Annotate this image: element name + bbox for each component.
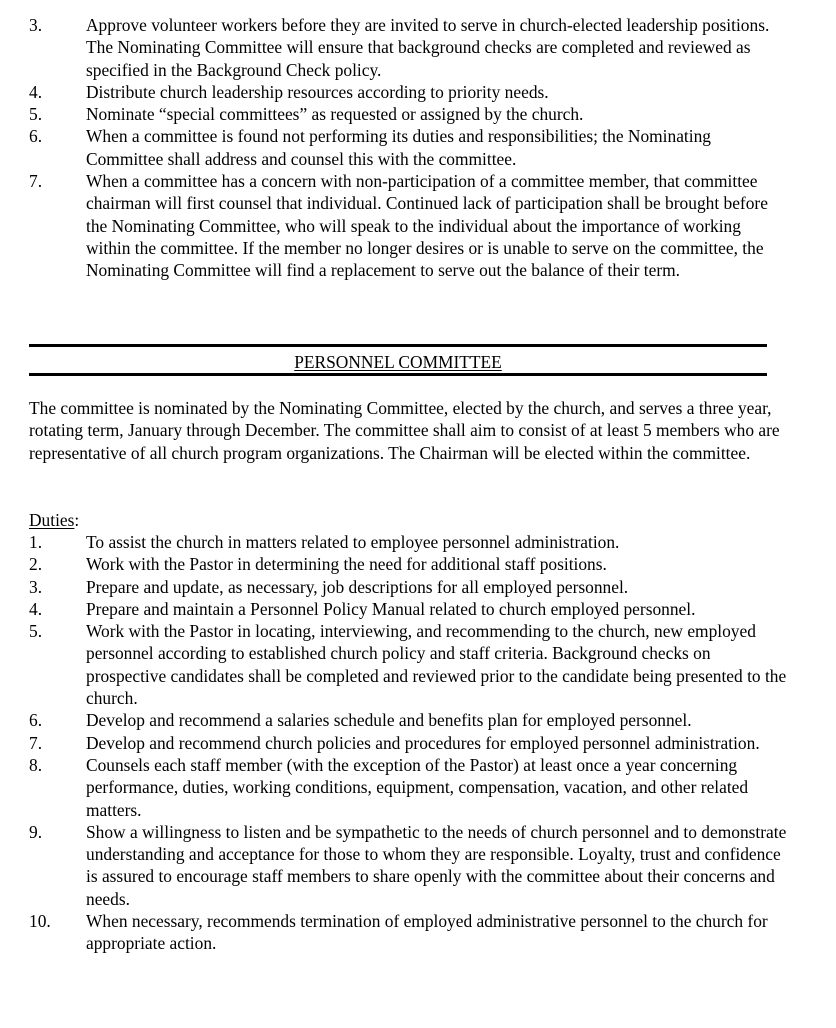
item-text: Develop and recommend a salaries schedule and benefits plan for employed personnel. xyxy=(86,710,692,731)
list-item xyxy=(29,531,789,553)
list-item xyxy=(29,910,789,955)
item-text: Nominate “special committees” as requested or assigned by the church. xyxy=(86,104,584,125)
item-text: When a committee is found not performing its duties and responsibilities; the Nominating Committee shall address and counsel this with the committee. xyxy=(86,126,711,169)
item-number: 1. xyxy=(29,532,43,552)
list-item xyxy=(29,125,789,170)
list-item xyxy=(29,170,789,281)
item-number: 2. xyxy=(29,554,43,575)
list-item xyxy=(29,754,789,821)
item-number: 6. xyxy=(29,710,43,731)
item-number: 4. xyxy=(29,81,43,102)
personnel-duties-list xyxy=(29,531,789,955)
item-number: 3. xyxy=(29,576,43,597)
list-item xyxy=(29,14,789,81)
item-text: To assist the church in matters related to employee personnel administration. xyxy=(86,532,620,552)
item-text: When a committee has a concern with non-participation of a committee member, that committee chairman will first counsel that individual. Continued lack of participation shall be brought before the Nominating Committee, who will speak to the individual about the importance of working within the committee. If the member no longer desires or is unable to serve on the committee, the Nominating Committee will find a replacement to serve out the balance of their term. xyxy=(86,171,768,281)
list-item xyxy=(29,598,789,620)
personnel-committee-header xyxy=(29,344,767,376)
list-item xyxy=(29,81,789,103)
header-rule-top xyxy=(29,344,767,347)
item-number: 8. xyxy=(29,754,43,775)
item-number: 7. xyxy=(29,732,43,753)
list-item xyxy=(29,732,789,754)
item-number: 7. xyxy=(29,171,43,192)
item-text: Show a willingness to listen and be sympathetic to the needs of church personnel and to demonstrate understanding and acceptance for those to whom they are responsible. Loyalty, trust and confidence is assured to encourage staff members to share openly with the committee about their concerns and needs. xyxy=(86,821,787,909)
item-text: Work with the Pastor in determining the need for additional staff positions. xyxy=(86,554,607,575)
list-item xyxy=(29,103,789,125)
item-text: Distribute church leadership resources according to priority needs. xyxy=(86,81,549,102)
item-number: 9. xyxy=(29,821,43,842)
item-text: Develop and recommend church policies and procedures for employed personnel administration. xyxy=(86,732,760,753)
list-item xyxy=(29,576,789,598)
header-rule-bottom xyxy=(29,373,767,376)
item-text: Prepare and update, as necessary, job descriptions for all employed personnel. xyxy=(86,576,629,597)
duties-heading xyxy=(29,509,79,531)
duties-label: Duties xyxy=(29,510,75,530)
item-number: 4. xyxy=(29,598,43,619)
item-number: 3. xyxy=(29,15,43,35)
item-text: Work with the Pastor in locating, interviewing, and recommending to the church, new employed personnel according to established church policy and staff criteria. Background checks on prospective candidates shall be completed and reviewed prior to the candidate being presented to the church. xyxy=(86,621,787,709)
item-number: 10. xyxy=(29,911,51,932)
item-text: Prepare and maintain a Personnel Policy Manual related to church employed personnel. xyxy=(86,598,696,619)
duties-colon: : xyxy=(74,510,80,530)
list-item xyxy=(29,821,789,910)
item-text: Counsels each staff member (with the exception of the Pastor) at least once a year concerning performance, duties, working conditions, equipment, compensation, vacation, and other related matters. xyxy=(86,754,749,820)
item-text: When necessary, recommends termination of employed administrative personnel to the church for appropriate action. xyxy=(86,911,768,954)
committee-intro-paragraph: The committee is nominated by the Nominating Committee, elected by the church, and serves a three year, rotating term, January through December. The committee shall aim to consist of at least 5 members who are representative of all church program organizations. The Chairman will be elected within the committee. xyxy=(29,398,780,463)
item-number: 6. xyxy=(29,126,43,147)
section-title: PERSONNEL COMMITTEE xyxy=(294,352,502,372)
item-number: 5. xyxy=(29,104,43,125)
list-item xyxy=(29,709,789,731)
list-item xyxy=(29,620,789,709)
list-item xyxy=(29,553,789,575)
nominating-duties-list xyxy=(29,14,789,282)
item-number: 5. xyxy=(29,621,43,642)
item-text: Approve volunteer workers before they are invited to serve in church-elected leadership positions. The Nominating Committee will ensure that background checks are completed and reviewed as specified in the Background Check policy. xyxy=(86,15,770,80)
